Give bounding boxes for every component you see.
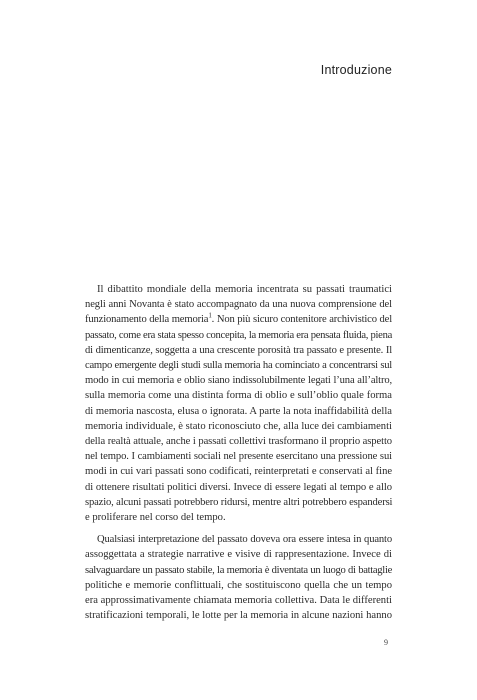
text-line: nel tempo. I cambiamenti sociali nel presente esercitano una pressione sui xyxy=(85,451,392,463)
text-line: sulla memoria come una distinta forma di oblio e sull’oblio quale forma xyxy=(85,390,392,402)
text-line: negli anni Novanta è stato accompagnato da una nuova comprensione del xyxy=(85,299,392,311)
text-line: di memoria nascosta, elusa o ignorata. A parte la nota inaffidabilità della xyxy=(85,405,392,417)
text-line: memoria individuale, è stato riconosciuto che, alla luce dei cambiamenti xyxy=(85,420,392,432)
page-number: 9 xyxy=(384,638,388,647)
text-line: funzionamento della memoria$^1$. Non più sicuro contenitore archivistico del xyxy=(85,311,392,326)
text-line: di ottenere risultati politici diversi. Invece di essere legati al tempo e allo xyxy=(85,481,392,493)
text-line: spazio, alcuni passati potrebbero ridursi, mentre altri potrebbero espandersi xyxy=(85,496,393,508)
body-text xyxy=(85,282,392,623)
text-line: Qualsiasi interpretazione del passato doveva ora essere intesa in quanto xyxy=(97,534,392,546)
text-line: passato, come era stata spesso concepita, la memoria era pensata fluida, piena xyxy=(85,329,392,341)
text-fragment: Non più sicuro contenitore archivistico del xyxy=(216,314,392,326)
text-line: di dimenticanze, soggetta a una crescente porosità tra passato e presente. Il xyxy=(85,344,392,356)
text-line: e proliferare nel corso del tempo. xyxy=(85,512,226,524)
text-line: modi in cui vari passati sono codificati, reinterpretati e conservati al fine xyxy=(85,466,393,478)
text-line: stratificazioni temporali, le lotte per la memoria in alcune nazioni hanno xyxy=(85,610,392,622)
footnote-marker[interactable]: 1 xyxy=(208,311,212,320)
paragraph-2 xyxy=(85,532,392,623)
chapter-title: Introduzione xyxy=(320,63,392,77)
text-line: modo in cui memoria e oblio siano indissolubilmente legati l’una all’altro, xyxy=(85,375,392,387)
text-line: della realtà attuale, anche i passati collettivi trasformano il proprio aspetto xyxy=(85,436,392,448)
text-line: politiche e memorie conflittuali, che sostituiscono quella che un tempo xyxy=(85,579,392,591)
text-line: assoggettata a strategie narrative e visive di rappresentazione. Invece di xyxy=(85,549,392,561)
text-line: Il dibattito mondiale della memoria incentrata su passati traumatici xyxy=(97,284,392,295)
paragraph-1 xyxy=(85,282,392,525)
text-fragment: funzionamento della memoria xyxy=(85,314,209,326)
text-line: era approssimativamente chiamata memoria collettiva. Data le differenti xyxy=(85,595,392,607)
text-line: campo emergente degli studi sulla memoria ha cominciato a concentrarsi sul xyxy=(85,360,392,372)
text-line: salvaguardare un passato stabile, la memoria è diventata un luogo di battaglie xyxy=(85,564,392,576)
